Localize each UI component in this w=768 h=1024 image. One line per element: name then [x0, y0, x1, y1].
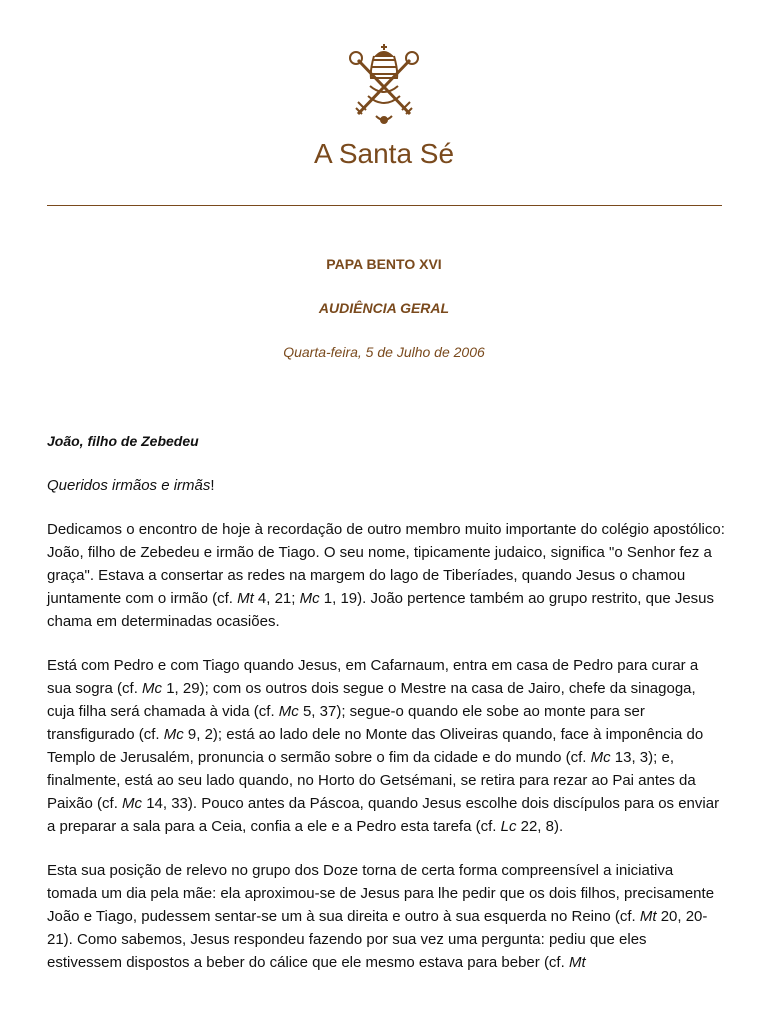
- bible-ref: Mt: [639, 908, 657, 925]
- bible-ref: Mc: [122, 795, 143, 812]
- bible-ref: Mc: [278, 703, 299, 720]
- document-date: Quarta-feira, 5 de Julho de 2006: [283, 344, 485, 360]
- bible-ref: Mc: [163, 726, 184, 743]
- document-body: [47, 430, 725, 995]
- paragraph-3: Esta sua posição de relevo no grupo dos Doze torna de certa forma compreensível a iniciativa tomada um dia pela mãe: ela aproximou-se de Jesus para lhe pedir que os dois filhos, precisamente João e Tiago, pudessem sentar-se um à sua direita e outro à sua esquerda no Reino (cf. Mt 20, 20-21). Como sabemos, Jesus respondeu fazendo por sua vez uma pergunta: pediu que eles estivessem dispostos a beber do cálice que ele mesmo estava para beber (cf. Mt: [47, 862, 715, 971]
- papal-coat-of-arms-icon: [340, 40, 428, 128]
- bible-ref: Mc: [299, 590, 320, 607]
- bible-ref: Mc: [590, 749, 611, 766]
- bible-ref: Mc: [142, 680, 163, 697]
- bible-ref: Lc: [500, 818, 517, 835]
- bible-ref: Mt: [568, 954, 586, 971]
- document-author: PAPA BENTO XVI: [326, 256, 442, 272]
- header-divider: [47, 205, 722, 206]
- bible-ref: Mt: [237, 590, 254, 607]
- greeting: Queridos irmãos e irmãs!: [47, 477, 215, 494]
- document-type: AUDIÊNCIA GERAL: [318, 300, 450, 316]
- paragraph-2: Está com Pedro e com Tiago quando Jesus, em Cafarnaum, entra em casa de Pedro para curar a sua sogra (cf. Mc 1, 29); com os outros dois segue o Mestre na casa de Jairo, chefe da sinagoga, cuja filha será chamada à vida (cf. Mc 5, 37); segue-o quando ele sobe ao monte para ser transfigurado (cf. Mc 9, 2); está ao lado dele no Monte das Oliveiras quando, face à imponência do Templo de Jerusalém, pronuncia o sermão sobre o fim da cidade e do mundo (cf. Mc 13, 3); e, finalmente, está ao seu lado quando, no Horto do Getsémani, se retira para rezar ao Pai antes da Paixão (cf. Mc 14, 33). Pouco antes da Páscoa, quando Jesus escolhe dois discípulos para os enviar a preparar a sala para a Ceia, confia a ele e a Pedro esta tarefa (cf. Lc 22, 8).: [47, 657, 720, 835]
- site-title: A Santa Sé: [313, 138, 455, 169]
- greeting-text: Queridos irmãos e irmãs: [47, 477, 211, 494]
- section-title: João, filho de Zebedeu: [47, 433, 199, 449]
- paragraph-1: Dedicamos o encontro de hoje à recordação de outro membro muito importante do colégio apostólico: João, filho de Zebedeu e irmão de Tiago. O seu nome, tipicamente judaico, significa "o Senhor fez a graça". Estava a consertar as redes na margem do lago de Tiberíades, quando Jesus o chamou juntamente com o irmão (cf. Mt 4, 21; Mc 1, 19). João pertence também ao grupo restrito, que Jesus chama em determinadas ocasiões.: [47, 521, 725, 630]
